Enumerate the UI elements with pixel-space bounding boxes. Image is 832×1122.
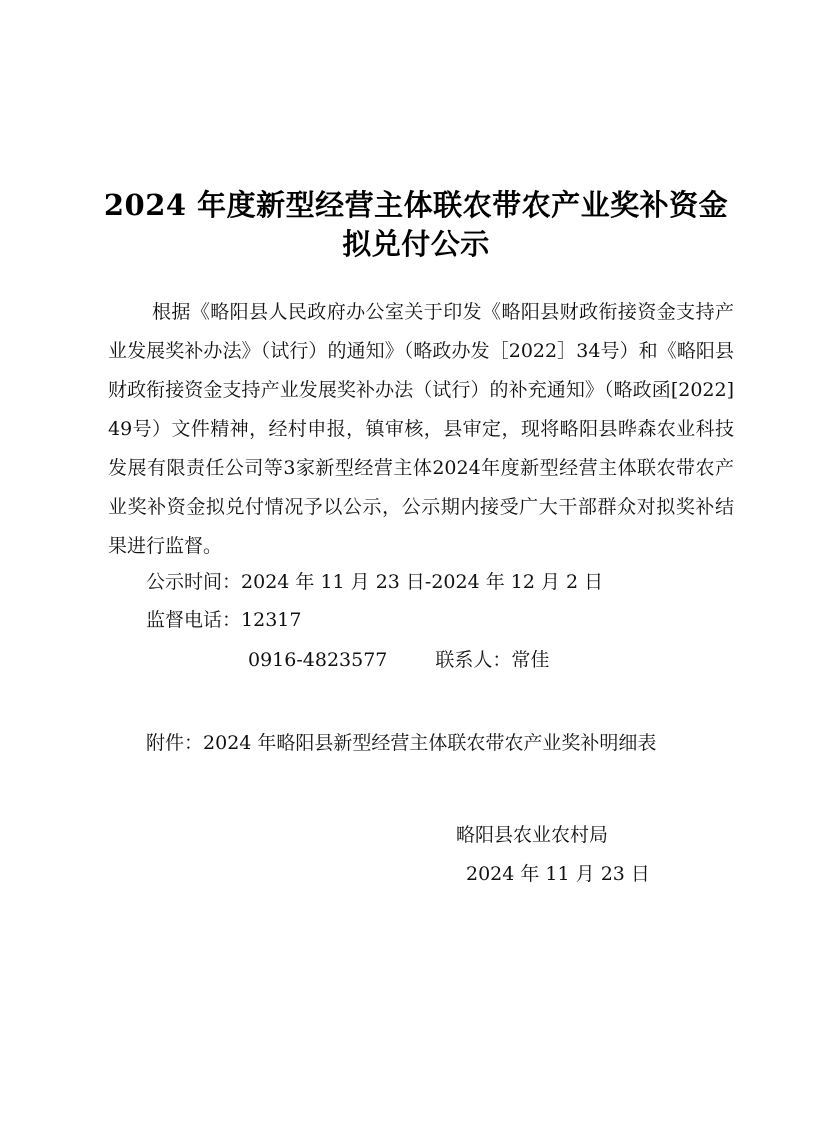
signature-date: 2024 年 11 月 23 日 [466,863,650,885]
body-paragraph: 根据《略阳县人民政府办公室关于印发《略阳县财政衔接资金支持产业发展奖补办法》（试行）的通知》（略政办发［2022］34号）和《略阳县财政衔接资金支持产业发展奖补办法（试行）的补充通知》（略政函[2022]49号）文件精神，经村申报，镇审核，县审定，现将略阳县晔森农业科技发展有限责任公司等3家新型经营主体2024年度新型经营主体联农带农产业奖补资金拟兑付情况予以公示，公示期内接受广大干部群众对拟奖补结果进行监督。 [108,301,734,557]
contact-label: 联系人： [435,649,512,671]
document-title-line-1: 2024 年度新型经营主体联农带农产业奖补资金 [103,188,729,222]
attachment-label: 附件： [146,732,204,754]
contact-name: 常佳 [511,649,550,671]
supervision-hotline [146,605,301,632]
supervision-label: 监督电话： [146,609,242,631]
publicity-time [146,567,603,594]
supervision-contact-row [248,645,549,672]
signature-organization: 略阳县农业农村局 [456,824,609,846]
publicity-time-label: 公示时间： [146,571,242,593]
attachment-line [146,728,656,755]
attachment-title: 2024 年略阳县新型经营主体联农带农产业奖补明细表 [203,732,657,754]
supervision-phone-2: 0916-4823577 [248,649,388,671]
document-title-line-2: 拟兑付公示 [342,227,490,261]
publicity-time-value: 2024 年 11 月 23 日-2024 年 12 月 2 日 [241,571,604,593]
supervision-phone-1: 12317 [241,609,302,631]
